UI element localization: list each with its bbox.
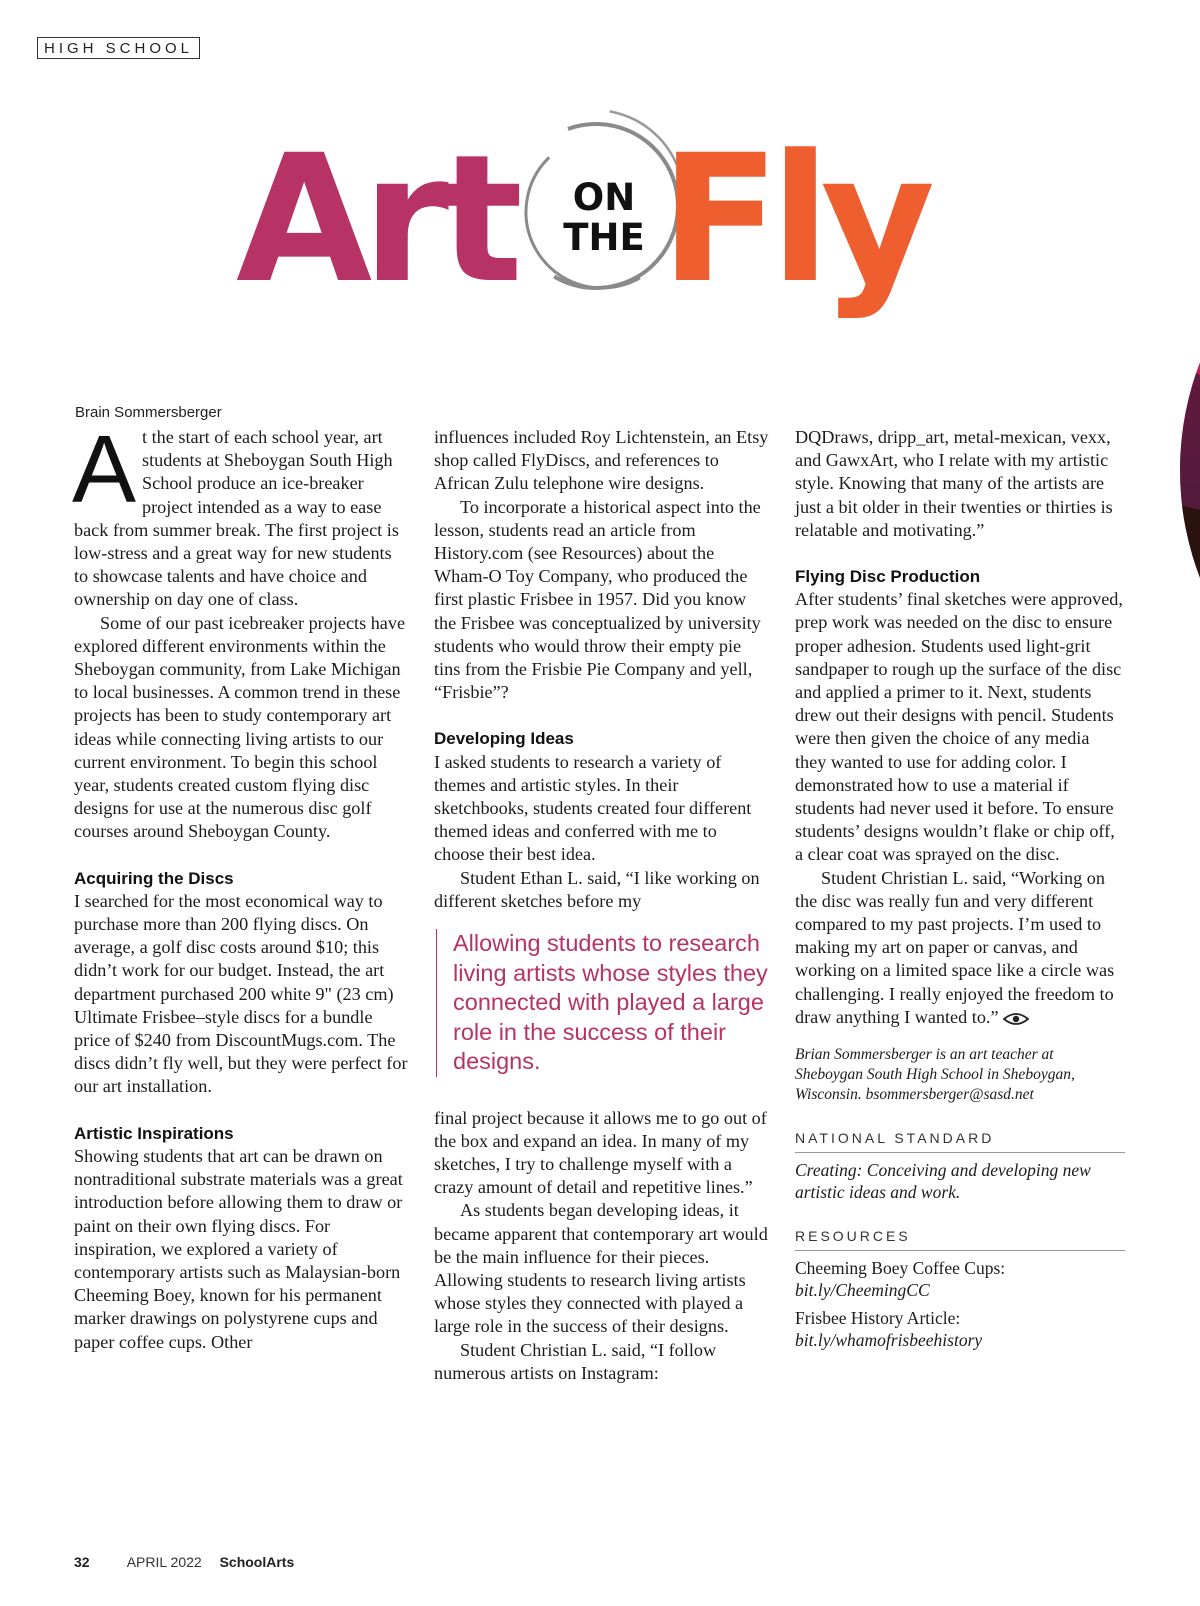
- page-number: 32: [74, 1554, 90, 1570]
- resource-label: Cheeming Boey Coffee Cups:: [795, 1258, 1006, 1279]
- paragraph: I searched for the most economical way to purchase more than 200 flying discs. On average, a golf disc costs around $10; this didn’t work for our budget. Instead, the art department purchased 200 white 9" (23 cm) Ultimate Frisbee–style discs for a bundle price of $240 from DiscountMugs.com. The discs didn’t fly well, but they were perfect for our art installation.: [74, 890, 408, 1097]
- national-standard-text: Creating: Conceiving and developing new artistic ideas and work.: [795, 1160, 1091, 1203]
- pull-quote: Allowing students to research living artists whose styles they connected with played a large role in the success of their designs.: [436, 929, 770, 1077]
- title-on-the: [542, 178, 666, 258]
- paragraph: Showing students that art can be drawn on nontraditional substrate materials was a great introduction before allowing them to draw or paint on their own flying discs. For inspiration, we explored a variety of contemporary artists such as Malaysian-born Cheeming Boey, known for his permanent marker drawings on polystyrene cups and paper coffee cups. Other: [74, 1145, 403, 1352]
- paragraph: t the start of each school year, art students at Sheboygan South High School produce an ice-breaker project intended as a way to ease back from summer break. The first project is low-stress and a great way for new students to showcase talents and have choice and ownership on day one of class.: [74, 427, 399, 610]
- paragraph: As students began developing ideas, it became apparent that contemporary art would be the main influence for their pieces. Allowing students to research living artists whose styles they connected with played a large role in the success of their designs.: [434, 1200, 768, 1337]
- paragraph: influences included Roy Lichtenstein, an Etsy shop called FlyDiscs, and references to African Zulu telephone wire designs.: [434, 427, 769, 494]
- paragraph: I asked students to research a variety of themes and artistic styles. In their sketchbooks, students created four different themed ideas and conferred with me to choose their best idea.: [434, 751, 752, 865]
- final-paragraph: [795, 867, 1125, 1029]
- resource-item-1: [795, 1257, 1125, 1301]
- paragraph: Student Christian L. said, “I follow numerous artists on Instagram:: [434, 1339, 717, 1383]
- title-on: ON: [572, 176, 636, 219]
- paragraph: Student Ethan L. said, “I like working on different sketches before my: [434, 867, 760, 911]
- paragraph: DQDraws, dripp_art, metal-mexican, vexx, and GawxArt, who I relate with my artistic style. Knowing that many of the artists are just a bit older in their twenties or thirties is relatable and motivating.”: [795, 427, 1113, 540]
- magazine-name: SchoolArts: [219, 1554, 295, 1570]
- resource-link[interactable]: bit.ly/whamofrisbeehistory: [795, 1330, 983, 1351]
- article-column-1: [72, 416, 408, 1354]
- subheading-developing: Developing Ideas: [434, 729, 574, 749]
- author-bio: Brian Sommersberger is an art teacher at Sheboygan South High School in Sheboygan, Wisconsin. bsommersberger@sasd.net: [795, 1046, 1075, 1104]
- resource-item-2: [795, 1307, 1125, 1351]
- resource-link[interactable]: bit.ly/CheemingCC: [795, 1280, 930, 1301]
- paragraph: final project because it allows me to go out of the box and expand an idea. In many of my sketches, I try to challenge myself with a crazy amount of detail and repetitive lines.”: [434, 1107, 767, 1198]
- intro-paragraph: [72, 416, 408, 612]
- page-footer: [74, 1554, 294, 1570]
- subheading-inspirations: Artistic Inspirations: [74, 1123, 234, 1143]
- title-word-fly: Fly: [660, 117, 926, 322]
- article-column-3: [795, 426, 1125, 1351]
- drop-cap: A: [72, 416, 137, 523]
- paragraph: After students’ final sketches were approved, prep work was needed on the disc to ensure proper adhesion. Students used light-grit sandpaper to rough up the surface of the disc and applied a primer to it. Next, students drew out their designs with pencil. Students were then given the choice of any media they wanted to use for adding color. I demonstrated how to use a material if students had never used it before. To ensure students’ designs wouldn’t flake or chip off, a clear coat was sprayed on the disc.: [795, 589, 1123, 865]
- section-tag: HIGH SCHOOL: [37, 37, 200, 59]
- resources-heading: RESOURCES: [795, 1225, 1125, 1251]
- title-word-art: Art: [236, 117, 514, 322]
- paragraph: Some of our past icebreaker projects have explored different environments within the Sheboygan community, from Lake Michigan to local businesses. A common trend in these projects has been to study contemporary art ideas while connecting living artists to our current environment. To begin this school year, students created custom flying disc designs for use at the numerous disc golf courses around Sheboygan County.: [74, 612, 406, 842]
- issue-date: APRIL 2022: [126, 1554, 202, 1570]
- title-the: THE: [563, 216, 645, 259]
- article-column-2: [434, 426, 770, 1385]
- paragraph-text: Student Christian L. said, “Working on the disc was really fun and very different compared to my past projects. I’m used to making my art on paper or canvas, and working on a limited space like a circle was challenging. I really enjoyed the freedom to draw anything I wanted to.”: [795, 867, 1115, 1027]
- national-standard-heading: NATIONAL STANDARD: [795, 1127, 1125, 1153]
- subheading-production: Flying Disc Production: [795, 567, 981, 587]
- subheading-acquiring: Acquiring the Discs: [74, 868, 234, 888]
- end-mark-eye-icon: [1003, 1012, 1029, 1026]
- paragraph: To incorporate a historical aspect into the lesson, students read an article from History.com (see Resources) about the Wham-O Toy Company, who produced the first plastic Frisbee in 1957. Did you know the Frisbee was conceptualized by university students who would throw their empty pie tins from the Frisbie Pie Company and yell, “Frisbie”?: [434, 496, 761, 703]
- resource-label: Frisbee History Article:: [795, 1308, 961, 1329]
- byline: Brain Sommersberger: [75, 404, 222, 421]
